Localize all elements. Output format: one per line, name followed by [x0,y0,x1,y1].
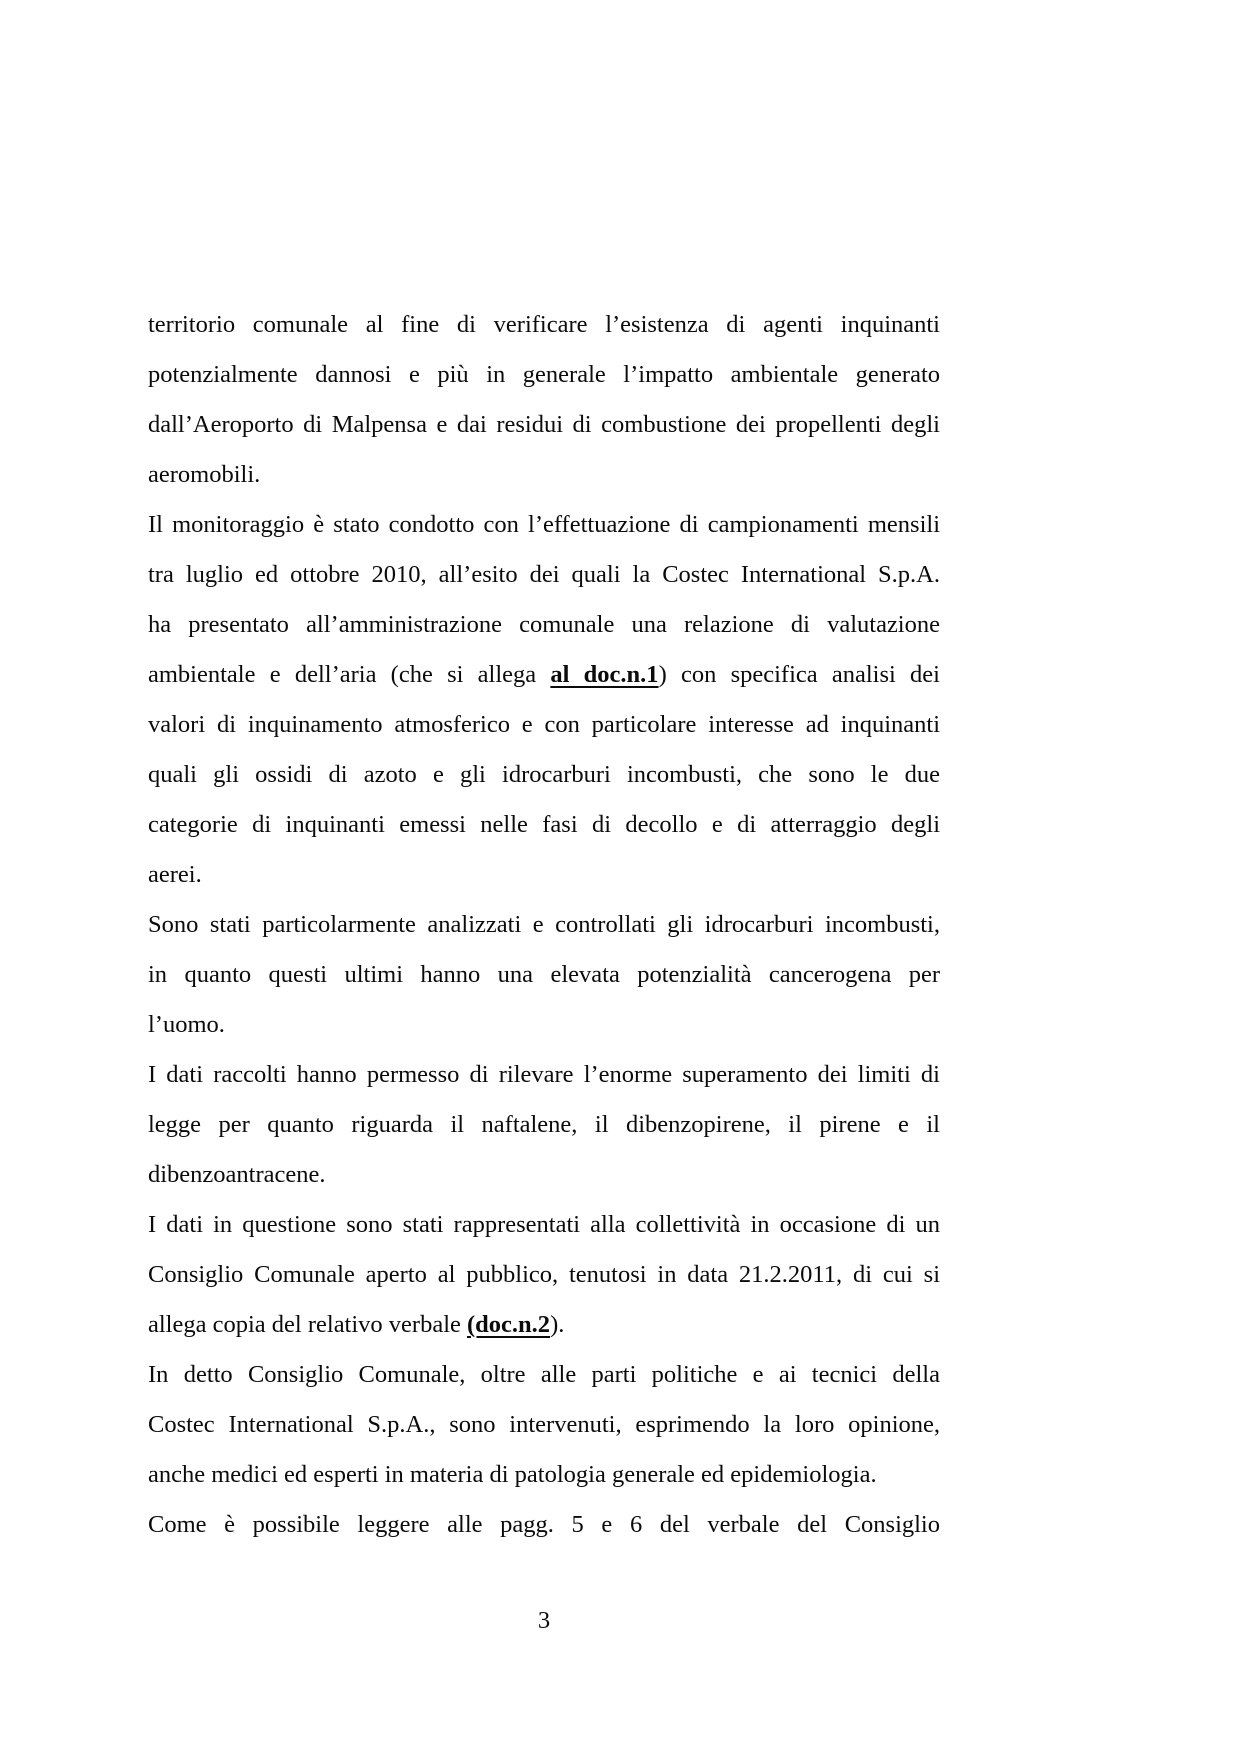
text-line: Sono stati particolarmente analizzati e controllati gli idrocarburi incombusti, [148,911,940,938]
text-line: Costec International S.p.A., sono intervenuti, esprimendo la loro opinione, [148,1411,940,1438]
text-line: l’uomo. [148,1011,225,1038]
text-line: dibenzoantracene. [148,1161,326,1188]
text-line: aerei. [148,861,202,888]
paragraph-come-e-possibile [148,1500,940,1550]
page-number: 3 [537,1607,551,1634]
text-line: territorio comunale al fine di verificare l’esistenza di agenti inquinanti [148,311,940,338]
doc-reference-2: (doc.n.2 [467,1311,551,1338]
text-segment: allega copia del relativo verbale [148,1311,468,1338]
paragraph-in-detto-consiglio [148,1350,940,1500]
document-body [148,300,940,1550]
text-line: I dati in questione sono stati rappresentati alla collettività in occasione di un [148,1211,940,1238]
text-line: legge per quanto riguarda il naftalene, il dibenzopirene, il pirene e il [148,1111,940,1138]
text-line: categorie di inquinanti emessi nelle fasi di decollo e di atterraggio degli [148,811,940,838]
text-line: Il monitoraggio è stato condotto con l’effettuazione di campionamenti mensili [148,511,940,538]
text-line: quali gli ossidi di azoto e gli idrocarburi incombusti, che sono le due [148,761,940,788]
text-segment: ambientale e dell’aria (che si allega [148,661,551,688]
paragraph-territorio [148,300,940,500]
text-line: ha presentato all’amministrazione comunale una relazione di valutazione [148,611,940,638]
text-line: anche medici ed esperti in materia di patologia generale ed epidemiologia. [148,1461,877,1488]
text-line: I dati raccolti hanno permesso di rilevare l’enorme superamento dei limiti di [148,1061,940,1088]
text-line: in quanto questi ultimi hanno una elevata potenzialità cancerogena per [148,961,940,988]
text-line: tra luglio ed ottobre 2010, all’esito dei quali la Costec International S.p.A. [148,561,940,588]
text-line: aeromobili. [148,461,261,488]
text-line: In detto Consiglio Comunale, oltre alle parti politiche e ai tecnici della [148,1361,940,1388]
text-line: dall’Aeroporto di Malpensa e dai residui di combustione dei propellenti degli [148,411,940,438]
text-segment: ) con specifica analisi dei [658,661,940,688]
text-line: Come è possibile leggere alle pagg. 5 e 6 del verbale del Consiglio [148,1511,940,1538]
paragraph-monitoraggio [148,500,940,900]
text-line: potenzialmente dannosi e più in generale l’impatto ambientale generato [148,361,940,388]
paragraph-idrocarburi [148,900,940,1050]
text-segment: ). [550,1311,565,1338]
text-line: Consiglio Comunale aperto al pubblico, tenutosi in data 21.2.2011, di cui si [148,1261,940,1288]
doc-reference-1: al doc.n.1 [550,661,659,688]
text-line [148,1300,940,1350]
paragraph-dati-raccolti [148,1050,940,1200]
text-line [148,650,940,700]
text-line: valori di inquinamento atmosferico e con particolare interesse ad inquinanti [148,711,940,738]
paragraph-consiglio-comunale [148,1200,940,1350]
